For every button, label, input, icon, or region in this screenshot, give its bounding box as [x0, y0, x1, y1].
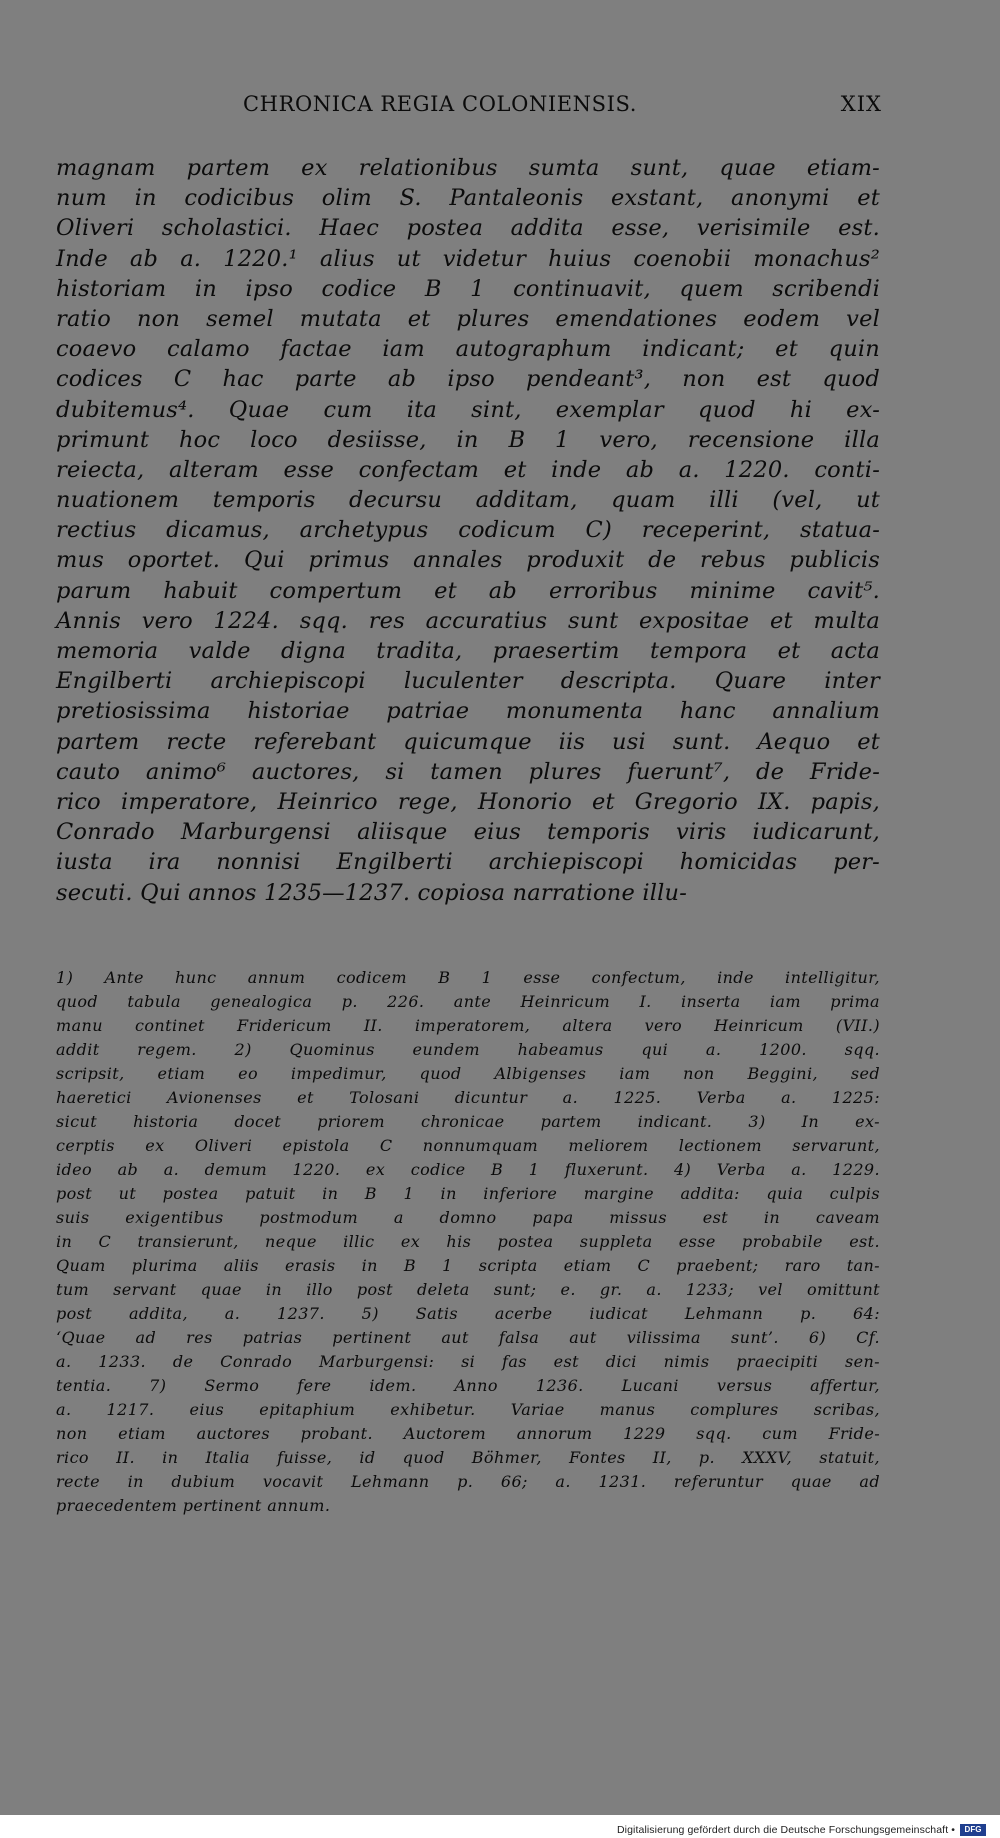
- main-text-line: parum habuit compertum et ab erroribus minime cavit⁵.: [56, 577, 880, 604]
- main-text-line: magnam partem ex relationibus sumta sunt, quae etiam-: [56, 155, 880, 181]
- footnote-line: ‘Quae ad res patrias pertinent aut falsa aut vilissima sunt’. 6) Cf.: [56, 1328, 880, 1347]
- footnote-line: tentia. 7) Sermo fere idem. Anno 1236. Lucani versus affertur,: [56, 1376, 880, 1395]
- running-head: [55, 92, 882, 126]
- footnote-line: non etiam auctores probant. Auctorem annorum 1229 sqq. cum Fride-: [56, 1424, 880, 1443]
- main-text-line: rico imperatore, Heinrico rege, Honorio et Gregorio IX. papis,: [56, 788, 880, 815]
- footnote-line: a. 1233. de Conrado Marburgensi: si fas est dici nimis praecipiti sen-: [56, 1352, 880, 1371]
- main-text-line: Conrado Marburgensi aliisque eius temporis viris iudicarunt,: [56, 819, 880, 846]
- footnotes-block: [56, 966, 880, 1518]
- footnote-line: ideo ab a. demum 1220. ex codice B 1 fluxerunt. 4) Verba a. 1229.: [56, 1160, 880, 1179]
- main-text-line: Engilberti archiepiscopi luculenter descripta. Quare inter: [56, 668, 880, 695]
- main-text-line: ratio non semel mutata et plures emendationes eodem vel: [56, 305, 880, 332]
- footnote-line: post ut postea patuit in B 1 in inferiore margine addita: quia culpis: [56, 1184, 880, 1203]
- dfg-logo: DFG: [960, 1824, 986, 1836]
- footnote-line: 1) Ante hunc annum codicem B 1 esse confectum, inde intelligitur,: [56, 968, 880, 987]
- page-number: XIX: [840, 92, 882, 116]
- main-text-line: reiecta, alteram esse confectam et inde ab a. 1220. conti-: [56, 456, 880, 483]
- main-text-line: Oliveri scholastici. Haec postea addita esse, verisimile est.: [56, 215, 880, 242]
- main-text-line: dubitemus⁴. Quae cum ita sint, exemplar quod hi ex-: [56, 396, 880, 423]
- footnote-line: recte in dubium vocavit Lehmann p. 66; a. 1231. referuntur quae ad: [56, 1472, 880, 1491]
- main-text-line: secuti. Qui annos 1235—1237. copiosa narratione illu-: [56, 879, 688, 906]
- footnote-line: manu continet Fridericum II. imperatorem, altera vero Heinricum (VII.): [56, 1016, 880, 1035]
- footnote-line: rico II. in Italia fuisse, id quod Böhmer, Fontes II, p. XXXV, statuit,: [56, 1448, 880, 1467]
- running-title: CHRONICA REGIA COLONIENSIS.: [243, 92, 638, 116]
- footnote-line: suis exigentibus postmodum a domno papa missus est in caveam: [56, 1208, 880, 1227]
- main-text-line: rectius dicamus, archetypus codicum C) receperint, statua-: [56, 517, 880, 544]
- footnote-line: in C transierunt, neque illic ex his postea suppleta esse probabile est.: [56, 1232, 880, 1251]
- main-text-line: primunt hoc loco desiisse, in B 1 vero, recensione illa: [56, 426, 880, 453]
- main-text-line: memoria valde digna tradita, praesertim tempora et acta: [56, 638, 880, 664]
- main-text-line: cauto animo⁶ auctores, si tamen plures fuerunt⁷, de Fride-: [56, 758, 880, 785]
- main-text-line: mus oportet. Qui primus annales produxit de rebus publicis: [56, 547, 880, 574]
- footnote-line: addit regem. 2) Quominus eundem habeamus qui a. 1200. sqq.: [56, 1040, 880, 1059]
- credit-text: Digitalisierung gefördert durch die Deutsche Forschungsgemeinschaft •: [617, 1824, 955, 1836]
- footnote-line: Quam plurima aliis erasis in B 1 scripta etiam C praebent; raro tan-: [56, 1256, 880, 1275]
- footnote-line: tum servant quae in illo post deleta sunt; e. gr. a. 1233; vel omittunt: [56, 1280, 880, 1299]
- footnote-line: haeretici Avionenses et Tolosani dicuntur a. 1225. Verba a. 1225:: [56, 1088, 880, 1107]
- main-text-line: coaevo calamo factae iam autographum indicant; et quin: [56, 336, 880, 363]
- main-text-line: Inde ab a. 1220.¹ alius ut videtur huius coenobii monachus²: [56, 245, 880, 272]
- main-text-line: nuationem temporis decursu additam, quam illi (vel, ut: [56, 487, 880, 514]
- main-text-line: historiam in ipso codice B 1 continuavit, quem scribendi: [56, 275, 880, 302]
- footnote-line: praecedentem pertinent annum.: [56, 1496, 331, 1515]
- main-text-line: iusta ira nonnisi Engilberti archiepiscopi homicidas per-: [56, 849, 880, 876]
- footnote-line: sicut historia docet priorem chronicae partem indicant. 3) In ex-: [56, 1112, 880, 1131]
- main-text-line: Annis vero 1224. sqq. res accuratius sunt expositae et multa: [56, 607, 880, 634]
- main-text-line: partem recte referebant quicumque iis usi sunt. Aequo et: [56, 728, 880, 755]
- footnote-line: a. 1217. eius epitaphium exhibetur. Variae manus complures scribas,: [56, 1400, 880, 1419]
- main-text-line: pretiosissima historiae patriae monumenta hanc annalium: [56, 698, 880, 725]
- main-text-line: codices C hac parte ab ipso pendeant³, non est quod: [56, 366, 880, 393]
- footnote-line: quod tabula genealogica p. 226. ante Heinricum I. inserta iam prima: [56, 992, 880, 1011]
- footnote-line: post addita, a. 1237. 5) Satis acerbe iudicat Lehmann p. 64:: [56, 1304, 880, 1323]
- digitization-credit: [617, 1823, 986, 1837]
- main-text-block: [56, 153, 880, 908]
- footnote-line: cerptis ex Oliveri epistola C nonnumquam meliorem lectionem servarunt,: [56, 1136, 880, 1155]
- main-text-line: num in codicibus olim S. Pantaleonis exstant, anonymi et: [56, 185, 880, 212]
- footnote-line: scripsit, etiam eo impedimur, quod Albigenses iam non Beggini, sed: [56, 1064, 880, 1083]
